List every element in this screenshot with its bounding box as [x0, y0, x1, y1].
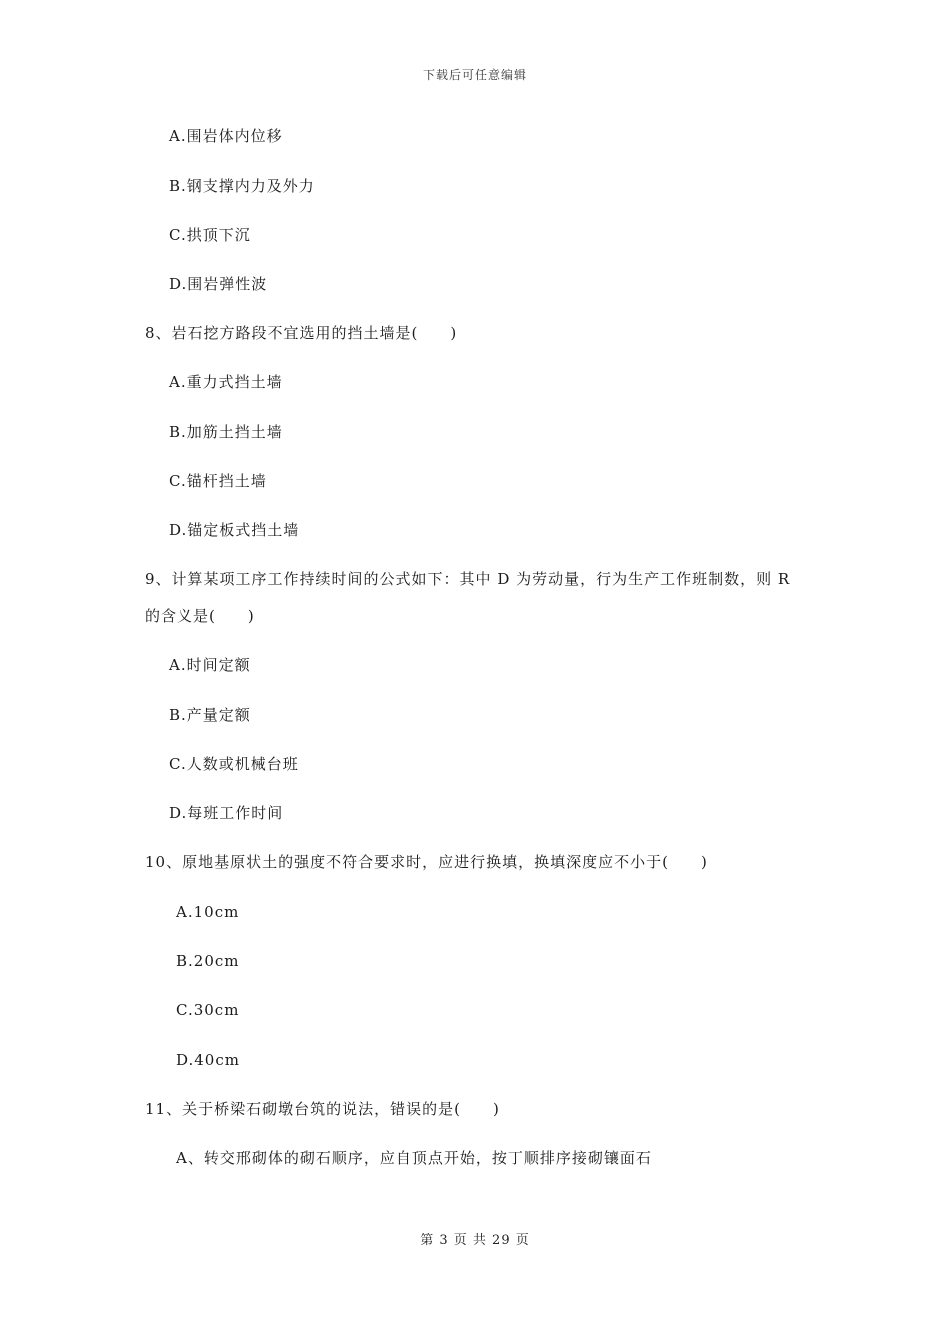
q9-option-b: B.产量定额 [169, 706, 251, 724]
q10-option-c: C.30cm [176, 1001, 240, 1019]
q10-option-b: B.20cm [176, 952, 240, 970]
q9-option-c: C.人数或机械台班 [169, 755, 299, 773]
q9-stem-line1: 9、计算某项工序工作持续时间的公式如下：其中 D 为劳动量，行为生产工作班制数，则 R [145, 570, 791, 588]
q9-option-a: A.时间定额 [169, 656, 251, 674]
q8-option-a: A.重力式挡土墙 [169, 373, 283, 391]
q7-option-a: A.围岩体内位移 [169, 127, 283, 145]
q8-option-c: C.锚杆挡土墙 [169, 472, 267, 490]
q9-option-d: D.每班工作时间 [169, 804, 284, 822]
q11-option-a: A、转交邢砌体的砌石顺序，应自顶点开始，按丁顺排序接砌镶面石 [176, 1149, 652, 1167]
q9-stem-line2: 的含义是( ) [145, 607, 255, 625]
q11-stem: 11、关于桥梁石砌墩台筑的说法，错误的是( ) [145, 1100, 500, 1118]
q10-stem: 10、原地基原状土的强度不符合要求时，应进行换填，换填深度应不小于( ) [145, 853, 708, 871]
q8-option-d: D.锚定板式挡土墙 [169, 521, 300, 539]
q10-option-a: A.10cm [176, 903, 240, 921]
q8-stem: 8、岩石挖方路段不宜选用的挡土墙是( ) [145, 324, 458, 342]
page-footer: 第 3 页 共 29 页 [420, 1233, 530, 1248]
q8-option-b: B.加筋土挡土墙 [169, 423, 283, 441]
q10-option-d: D.40cm [176, 1051, 240, 1069]
page-header: 下载后可任意编辑 [422, 68, 527, 82]
q7-option-c: C.拱顶下沉 [169, 226, 251, 244]
q7-option-b: B.钢支撑内力及外力 [169, 177, 315, 195]
q7-option-d: D.围岩弹性波 [169, 275, 268, 293]
